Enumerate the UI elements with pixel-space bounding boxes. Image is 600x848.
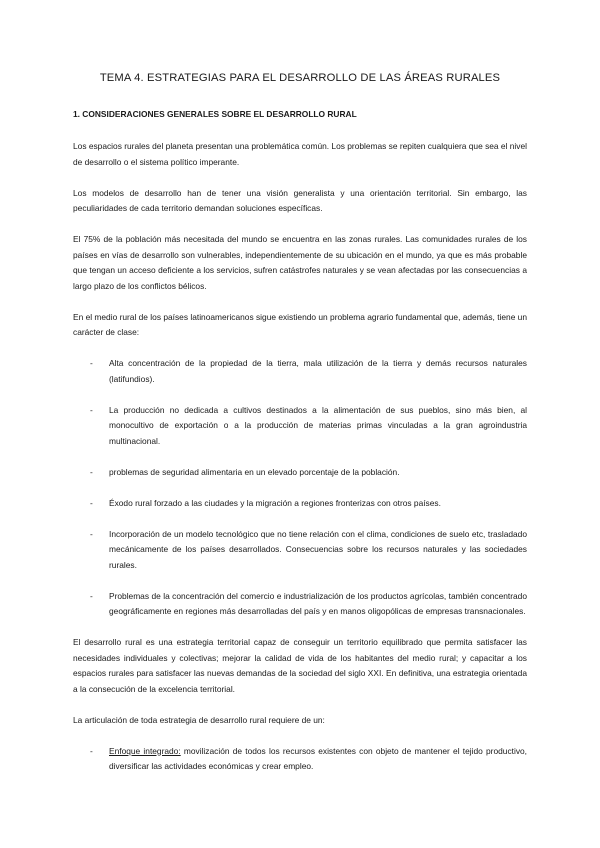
paragraph-3: El 75% de la población más necesitada del mundo se encuentra en las zonas rurales. Las comunidades rurales de los países en vías de desarrollo son vulnerables, independientemente de su ubicación en el mundo, ya que es más probable que tengan un acceso deficiente a los servicios, sufren catástrofes naturales y se vean afectadas por las consecuencias a largo plazo de los conflictos bélicos.: [73, 234, 527, 291]
dash-bullet: -: [90, 497, 93, 508]
dash-bullet: -: [90, 590, 93, 601]
strategy-list: [73, 744, 527, 775]
list-item: [73, 589, 527, 620]
section-heading: 1. CONSIDERACIONES GENERALES SOBRE EL DESARROLLO RURAL: [73, 109, 357, 119]
list-item: [73, 744, 527, 775]
paragraph-2: Los modelos de desarrollo han de tener una visión generalista y una orientación territorial. Sin embargo, las peculiaridades de cada territorio demandan soluciones específicas.: [73, 187, 527, 213]
paragraph-1: Los espacios rurales del planeta presentan una problemática común. Los problemas se repiten cualquiera que sea el nivel de desarrollo o el sistema político imperante.: [73, 141, 527, 167]
paragraph-6: La articulación de toda estrategia de desarrollo rural requiere de un:: [73, 714, 325, 725]
dash-bullet: -: [90, 404, 93, 415]
list-item: [73, 496, 527, 512]
list-item-text: Incorporación de un modelo tecnológico que no tiene relación con el clima, condiciones de suelo etc, trasladado mecánicamente de los países desarrollados. Consecuencias sobre los recursos naturales y las sociedades rurales.: [109, 528, 527, 570]
list-item-term: Enfoque integrado:: [109, 745, 181, 756]
dash-bullet: -: [90, 745, 93, 756]
list-item: [73, 403, 527, 450]
dash-bullet: -: [90, 466, 93, 477]
list-item-text: Alta concentración de la propiedad de la tierra, mala utilización de la tierra y demás recursos naturales (latifundios).: [109, 358, 527, 384]
dash-bullet: -: [90, 358, 93, 368]
document-title: TEMA 4. ESTRATEGIAS PARA EL DESARROLLO DE LAS ÁREAS RURALES: [99, 72, 501, 84]
paragraph-4: En el medio rural de los países latinoamericanos sigue existiendo un problema agrario fundamental que, además, tiene un carácter de clase:: [73, 311, 527, 337]
paragraph-5: El desarrollo rural es una estrategia territorial capaz de conseguir un territorio equilibrado que permita satisfacer las necesidades individuales y colectivas; mejorar la calidad de vida de los habitantes del medio rural; y capacitar a los espacios rurales para satisfacer las nuevas demandas de la sociedad del siglo XXI. En definitiva, una estrategia orientada a la consecución de la excelencia territorial.: [73, 637, 527, 694]
list-item-text: Problemas de la concentración del comercio e industrialización de los productos agrícolas, también concentrado geográficamente en regiones más desarrolladas del país y en manos oligopólicas de empresas transnacionales.: [109, 590, 527, 616]
list-item-text: Éxodo rural forzado a las ciudades y la migración a regiones fronterizas con otros países.: [109, 497, 441, 508]
list-item-text: La producción no dedicada a cultivos destinados a la alimentación de sus pueblos, sino más bien, al monocultivo de exportación o a la producción de materias primas vinculadas a la gran agroindustria multinacional.: [109, 404, 527, 446]
list-item: [73, 527, 527, 574]
list-item: [73, 465, 527, 481]
dash-bullet: -: [90, 528, 93, 539]
problems-list: [73, 356, 527, 620]
list-item-text: problemas de seguridad alimentaria en un elevado porcentaje de la población.: [109, 466, 400, 477]
list-item: [73, 356, 527, 387]
list-item-text: movilización de todos los recursos existentes con objeto de mantener el tejido productivo, diversificar las actividades económicas y crear empleo.: [109, 745, 527, 771]
